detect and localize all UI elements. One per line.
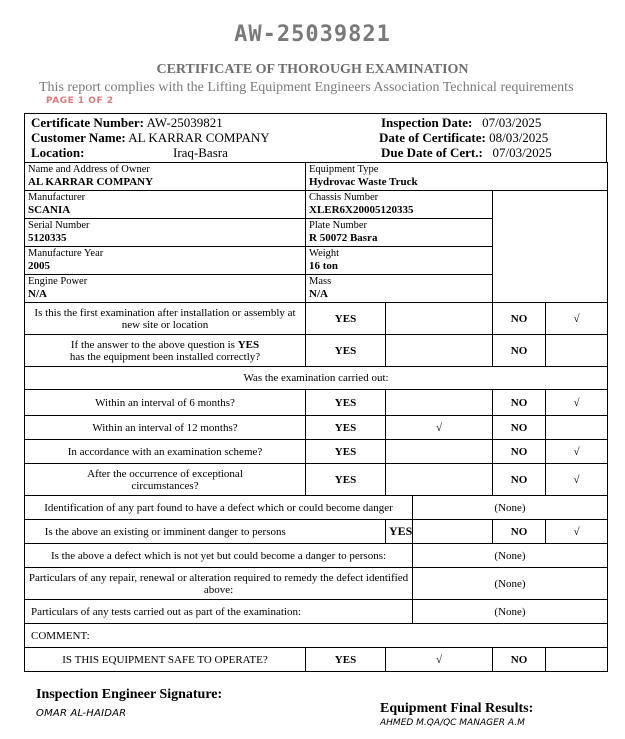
scheme-question: In accordance with an examination scheme? [25, 440, 306, 464]
location-label: Location: [31, 145, 85, 160]
certificate-info-box [24, 113, 607, 163]
table-row [25, 648, 608, 672]
interval-6-question: Within an interval of 6 months? [25, 390, 306, 416]
serial-cell [25, 219, 306, 247]
table-row [25, 600, 608, 624]
location-value: Iraq-Basra [173, 145, 228, 160]
interval-12-no: NO [493, 416, 546, 440]
manufacturer-label: Manufacturer [28, 192, 86, 203]
year-cell [25, 247, 306, 275]
exceptional-no-mark: √ [546, 464, 608, 496]
installed-yes: YES [306, 335, 386, 367]
due-date-label: Due Date of Cert.: [381, 145, 483, 160]
tests-question: Particulars of any tests carried out as part of the examination: [25, 600, 413, 624]
inspection-date-value: 07/03/2025 [482, 115, 542, 130]
table-row [25, 624, 608, 648]
cert-number-value: AW-25039821 [146, 115, 223, 130]
exceptional-question: After the occurrence of exceptional circumstances? [25, 464, 306, 496]
cert-date-value: 08/03/2025 [489, 130, 549, 145]
mass-cell [306, 275, 493, 303]
power-value: N/A [28, 288, 47, 300]
interval-6-yes: YES [306, 390, 386, 416]
defect-part-question: Identification of any part found to have a defect which or could become danger [25, 496, 413, 520]
installed-question-a: If the answer to the above question is [70, 338, 235, 351]
table-row [25, 390, 608, 416]
was-carried-out-heading: Was the examination carried out: [25, 367, 608, 390]
inspection-date-label: Inspection Date: [381, 115, 473, 130]
owner-label: Name and Address of Owner [28, 164, 150, 175]
repair-question: Particulars of any repair, renewal or alteration required to remedy the defect identified above: [25, 568, 413, 600]
exceptional-yes-mark [386, 464, 493, 496]
compliance-statement: This report complies with the Lifting Equipment Engineers Association Technical requirements [39, 80, 574, 95]
interval-6-yes-mark [386, 390, 493, 416]
due-date-value: 07/03/2025 [492, 145, 552, 160]
scheme-yes: YES [306, 440, 386, 464]
plate-label: Plate Number [309, 220, 368, 231]
chassis-cell [306, 191, 493, 219]
year-label: Manufacture Year [28, 248, 104, 259]
installed-yes-mark [386, 335, 493, 367]
imminent-yes: YES [386, 520, 413, 544]
imminent-no: NO [493, 520, 546, 544]
year-value: 2005 [28, 260, 50, 272]
blank-side-cell [493, 191, 608, 303]
future-defect-question: Is the above a defect which is not yet but could become a danger to persons: [25, 544, 413, 568]
table-row [25, 568, 608, 600]
chassis-value: XLER6X20005120335 [309, 204, 414, 216]
first-exam-no: NO [493, 303, 546, 335]
customer-label: Customer Name: [31, 130, 126, 145]
table-row [25, 496, 608, 520]
equipment-type-cell [306, 163, 608, 191]
owner-value: AL KARRAR COMPANY [28, 176, 154, 188]
interval-12-question: Within an interval of 12 months? [25, 416, 306, 440]
defect-part-answer: (None) [413, 496, 608, 520]
first-exam-question: Is this the first examination after installation or assembly at new site or location [25, 303, 306, 335]
weight-value: 16 ton [309, 260, 339, 272]
installed-question [25, 335, 306, 367]
imminent-no-mark: √ [546, 520, 608, 544]
safe-question: IS THIS EQUIPMENT SAFE TO OPERATE? [25, 648, 306, 672]
plate-value: R 50072 Basra [309, 232, 378, 244]
installed-question-yes: YES [237, 338, 260, 351]
scheme-no-mark: √ [546, 440, 608, 464]
installed-no: NO [493, 335, 546, 367]
manufacturer-cell [25, 191, 306, 219]
interval-6-no-mark: √ [546, 390, 608, 416]
power-cell [25, 275, 306, 303]
mass-value: N/A [309, 288, 328, 300]
table-row [25, 544, 608, 568]
first-exam-yes-mark [386, 303, 493, 335]
first-exam-yes: YES [306, 303, 386, 335]
weight-cell [306, 247, 493, 275]
table-row [25, 367, 608, 390]
table-row [25, 335, 608, 367]
equipment-type-label: Equipment Type [309, 164, 379, 175]
certificate-code-heading: AW-25039821 [234, 22, 391, 47]
imminent-spacer [306, 520, 386, 544]
safe-yes: YES [306, 648, 386, 672]
comment-label: COMMENT: [25, 624, 608, 648]
signature-label: Inspection Engineer Signature: [36, 687, 223, 702]
final-results-name: AHMED M.QA/QC MANAGER A.M [380, 718, 525, 728]
mass-label: Mass [309, 276, 332, 287]
imminent-question: Is the above an existing or imminent danger to persons [25, 520, 306, 544]
chassis-label: Chassis Number [309, 192, 379, 203]
exceptional-no: NO [493, 464, 546, 496]
exceptional-yes: YES [306, 464, 386, 496]
manufacturer-value: SCANIA [28, 204, 71, 216]
cert-date-label: Date of Certificate: [379, 130, 486, 145]
interval-12-yes-mark: √ [386, 416, 493, 440]
safe-no: NO [493, 648, 546, 672]
table-row [25, 416, 608, 440]
final-results-label: Equipment Final Results: [380, 701, 534, 716]
signature-name: OMAR AL-HAIDAR [36, 708, 127, 719]
customer-value: AL KARRAR COMPANY [128, 130, 270, 145]
plate-cell [306, 219, 493, 247]
interval-12-no-mark [546, 416, 608, 440]
tests-answer: (None) [413, 600, 608, 624]
serial-label: Serial Number [28, 220, 90, 231]
first-exam-no-mark: √ [546, 303, 608, 335]
interval-12-yes: YES [306, 416, 386, 440]
repair-answer: (None) [413, 568, 608, 600]
weight-label: Weight [309, 248, 340, 259]
imminent-yes-mark [413, 520, 493, 544]
page-number: PAGE 1 OF 2 [46, 96, 114, 106]
power-label: Engine Power [28, 276, 88, 287]
examination-table [24, 162, 608, 672]
table-row [25, 303, 608, 335]
cert-number-label: Certificate Number: [31, 115, 144, 130]
owner-cell [25, 163, 306, 191]
equipment-type-value: Hydrovac Waste Truck [309, 176, 418, 188]
safe-yes-mark: √ [386, 648, 493, 672]
scheme-no: NO [493, 440, 546, 464]
table-row [25, 440, 608, 464]
table-row [25, 520, 608, 544]
future-defect-answer: (None) [413, 544, 608, 568]
safe-no-mark [546, 648, 608, 672]
table-row [25, 464, 608, 496]
scheme-yes-mark [386, 440, 493, 464]
certificate-title: CERTIFICATE OF THOROUGH EXAMINATION [156, 62, 469, 77]
installed-no-mark [546, 335, 608, 367]
installed-question-b: has the equipment been installed correctly? [69, 350, 261, 363]
serial-value: 5120335 [28, 232, 67, 244]
interval-6-no: NO [493, 390, 546, 416]
